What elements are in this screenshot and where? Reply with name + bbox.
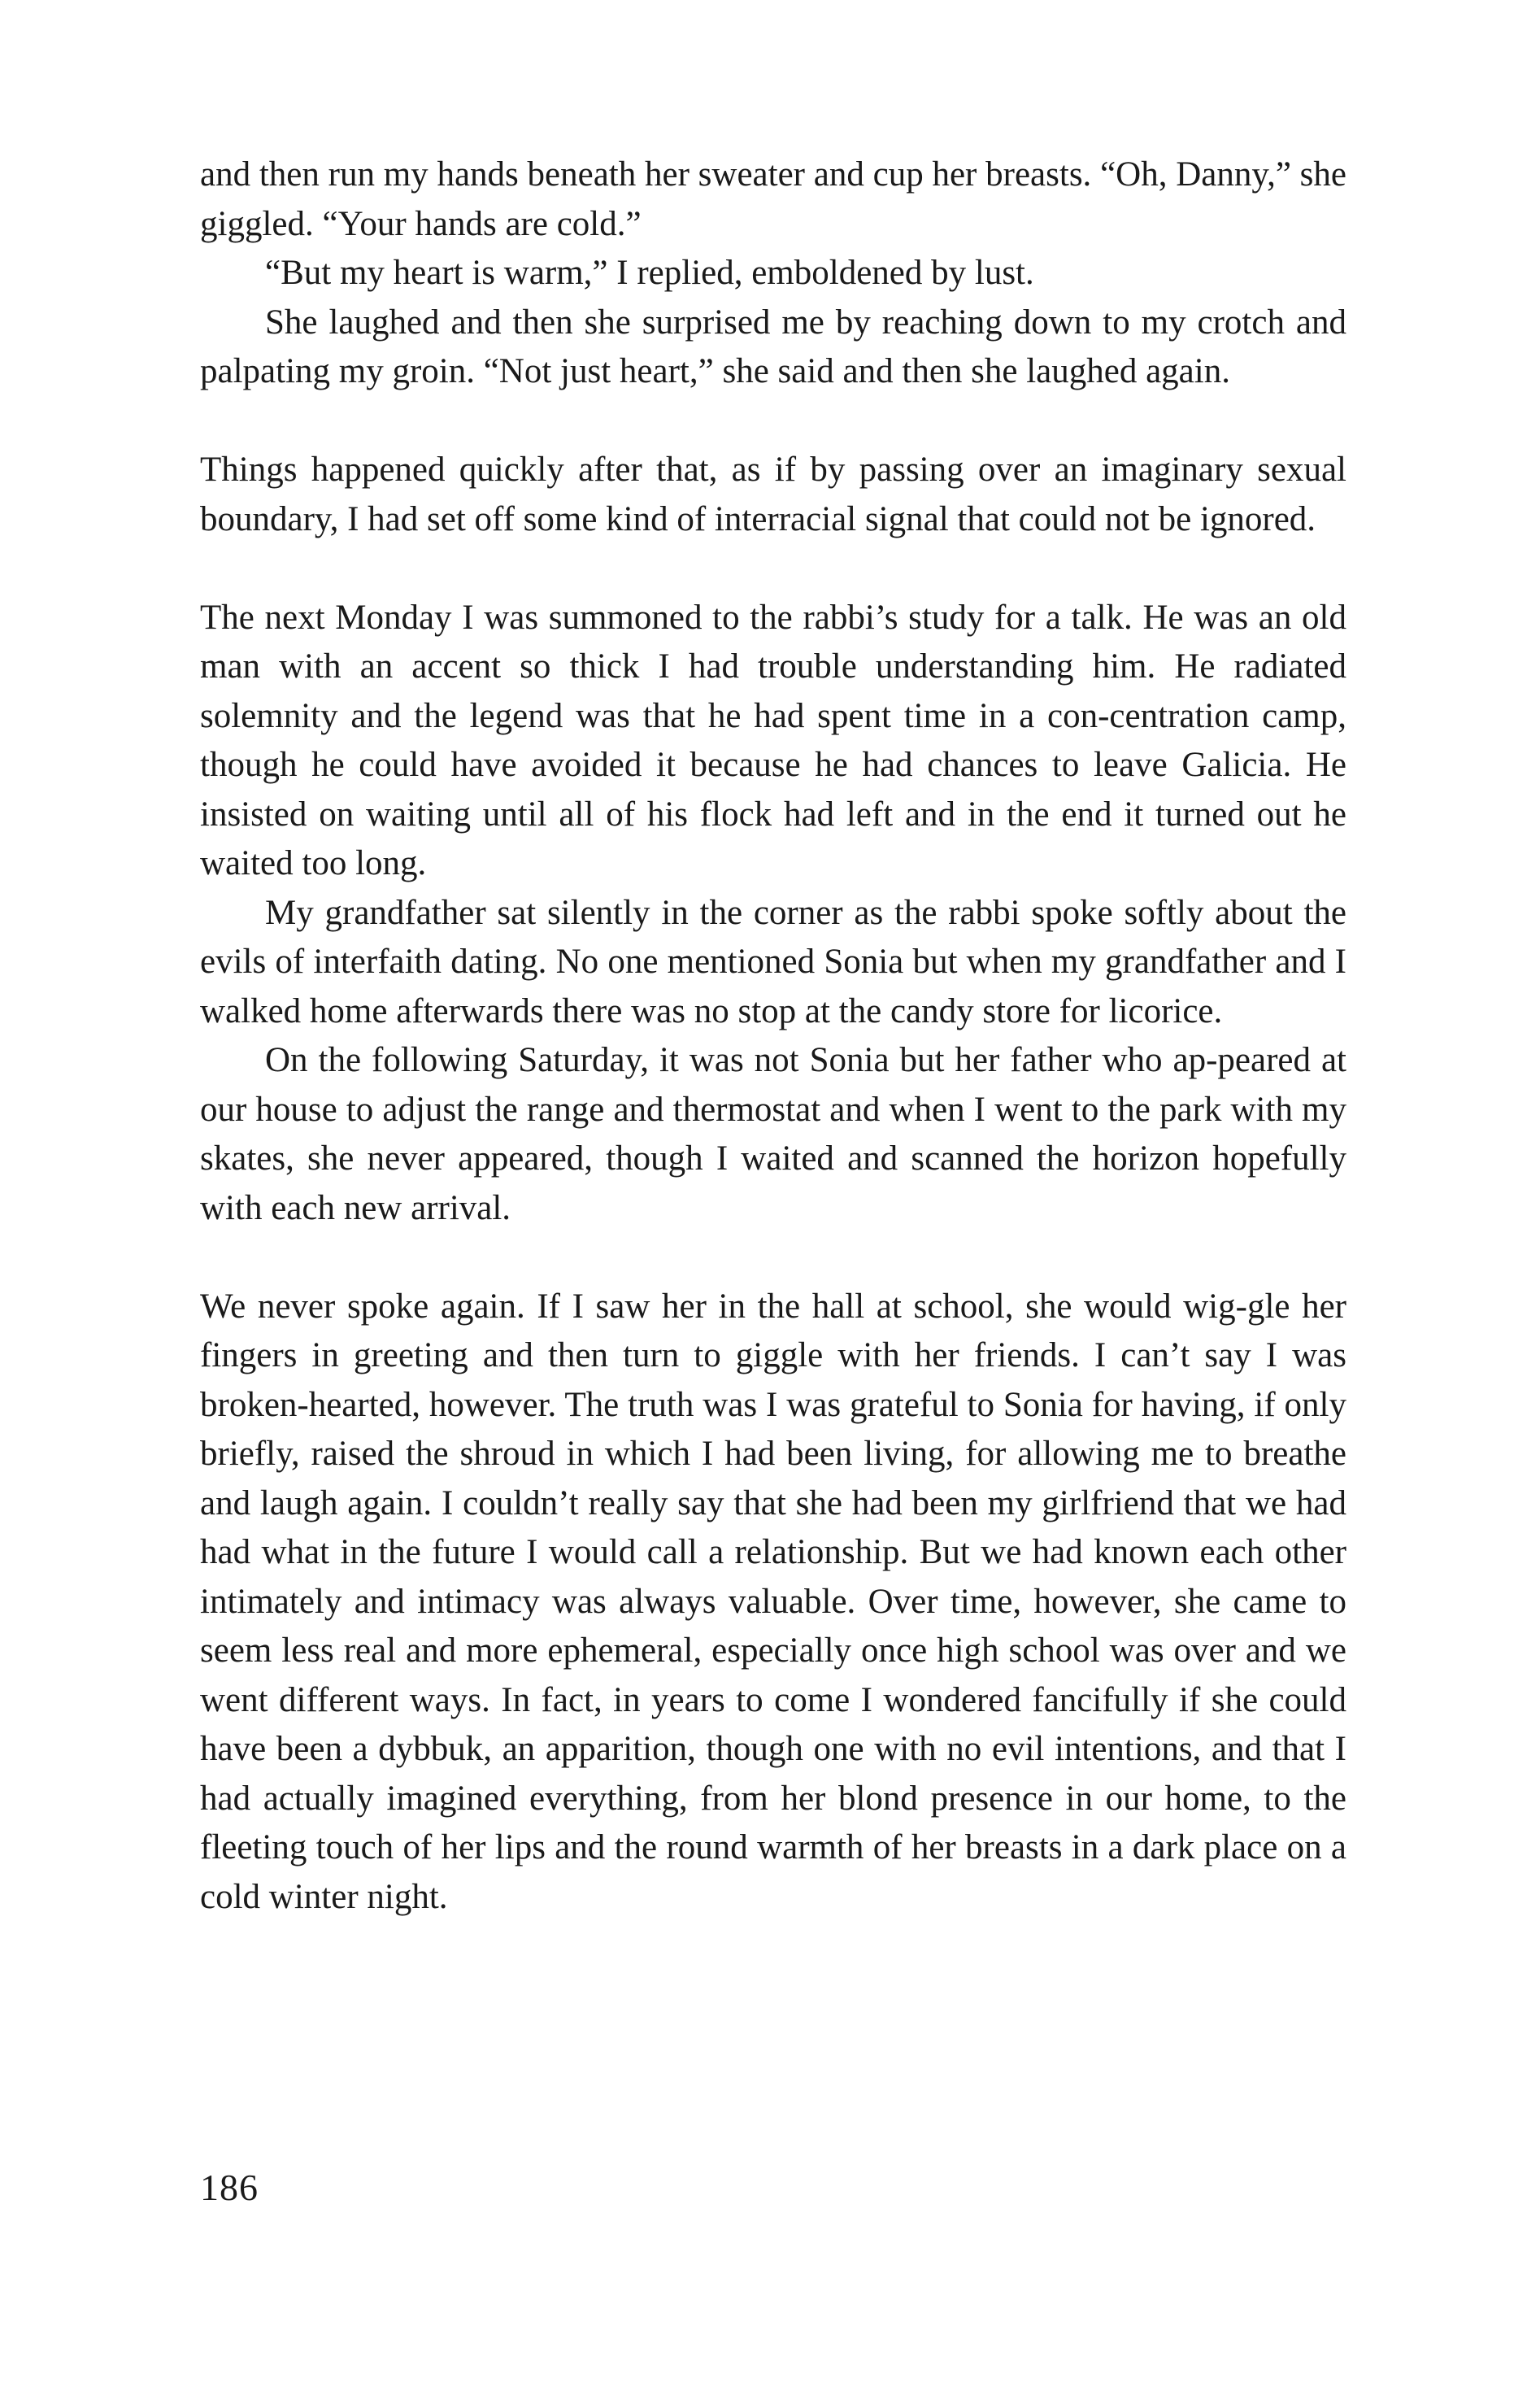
paragraph: and then run my hands beneath her sweater and cup her breasts. “Oh, Danny,” she giggled. “Your hands are cold.” (200, 155, 1346, 243)
paragraph: She laughed and then she surprised me by reaching down to my crotch and palpating my groin. “Not just heart,” she said and then she laughed again. (200, 303, 1346, 390)
paragraph: The next Monday I was summoned to the rabbi’s study for a talk. He was an old man with an accent so thick I had trouble understanding him. He radiated solemnity and the legend was that he had spent time in a con-centration camp, though he could have avoided it because he had chances to leave Galicia. He insisted on waiting until all of his flock had left and in the end it turned out he waited too long. (200, 598, 1346, 882)
page-body (200, 150, 1346, 1922)
paragraph: On the following Saturday, it was not Sonia but her father who ap-peared at our house to adjust the range and thermostat and when I went to the park with my skates, she never appeared, though I waited and scanned the horizon hopefully with each new arrival. (200, 1041, 1346, 1227)
page-number: 186 (200, 2167, 259, 2208)
paragraph: My grandfather sat silently in the corner as the rabbi spoke softly about the evils of interfaith dating. No one mentioned Sonia but when my grandfather and I walked home afterwards there was no stop at the candy store for licorice. (200, 893, 1346, 1030)
paragraph: We never spoke again. If I saw her in the hall at school, she would wig-gle her fingers in greeting and then turn to giggle with her friends. I can’t say I was broken-hearted, however. The truth was I was grateful to Sonia for having, if only briefly, raised the shroud in which I had been living, for allowing me to breathe and laugh again. I couldn’t really say that she had been my girlfriend that we had had what in the future I would call a relationship. But we had known each other intimately and intimacy was always valuable. Over time, however, she came to seem less real and more ephemeral, especially once high school was over and we went different ways. In fact, in years to come I wondered fancifully if she could have been a dybbuk, an apparition, though one with no evil intentions, and that I had actually imagined everything, from her blond presence in our home, to the fleeting touch of her lips and the round warmth of her breasts in a dark place on a cold winter night. (200, 1287, 1346, 1916)
paragraph: Things happened quickly after that, as if by passing over an imaginary sexual boundary, I had set off some kind of interracial signal that could not be ignored. (200, 451, 1346, 538)
paragraph: “But my heart is warm,” I replied, emboldened by lust. (265, 254, 1034, 292)
